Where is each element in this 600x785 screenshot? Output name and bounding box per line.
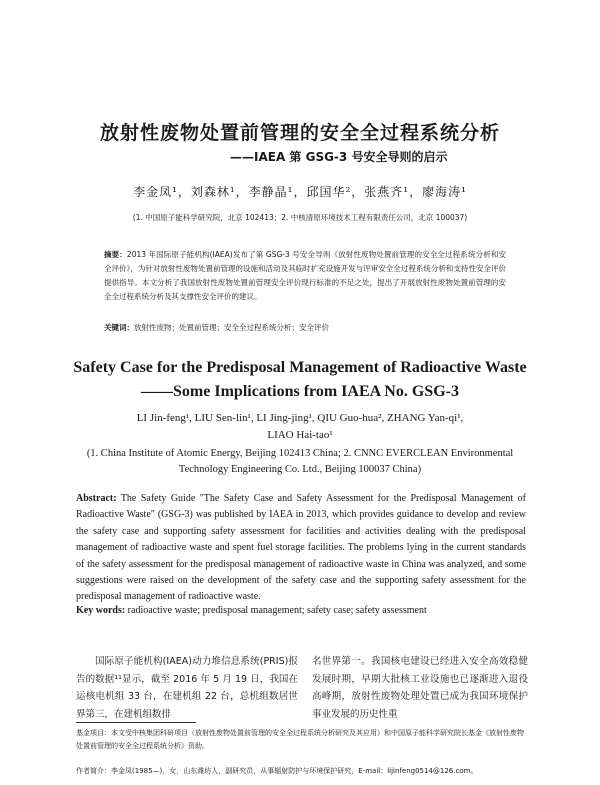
- english-abstract: [76, 491, 526, 606]
- english-affiliation: [0, 446, 600, 478]
- english-abstract-text: The Safety Guide "The Safety Case and Safety Assessment for the Predisposal Management of Radioactive Waste" (GSG-3) was published by IAEA in 2013, which provides guidance to develop and review the safety case and supporting safety assessment for facilities and activities dealing with the predisposal management of radioactive waste and spent fuel storage facilities. The problems lying in the current standards of the safety assessment for the predisposal management of radioactive waste in China was analyzed, and some suggestions were raised on the development of the safety case and the supporting safety assessment for the predisposal management of radioactive waste.: [76, 493, 526, 603]
- english-authors-line1: LI Jin-feng¹, LIU Sen-lin¹, LI Jing-jing¹, QIU Guo-hua², ZHANG Yan-qi¹,: [136, 412, 464, 424]
- english-affiliation-line1: (1. China Institute of Atomic Energy, Beijing 102413 China; 2. CNNC EVERCLEAN Environmental: [86, 448, 514, 459]
- english-authors: [0, 410, 600, 444]
- english-keywords: [76, 605, 526, 616]
- chinese-affiliation: (1. 中国原子能科学研究院，北京 102413；2. 中核清原环境技术工程有限责任公司，北京 100037): [132, 213, 468, 222]
- chinese-subtitle: ——IAEA 第 GSG-3 号安全导则的启示: [230, 150, 448, 164]
- chinese-abstract-label: 摘要：: [104, 250, 127, 259]
- english-keywords-label: Key words:: [76, 605, 126, 616]
- english-title: [0, 356, 600, 404]
- english-abstract-label: Abstract:: [76, 493, 117, 504]
- body-left-column: 国际原子能机构(IAEA)动力堆信息系统(PRIS)报告的数据¹¹显示，截至 2016 年 5 月 19 日，我国在运核电机组 33 台，在建机组 22 台，总机组数居世界第三，在建机组数排: [76, 656, 298, 720]
- chinese-keywords-text: 放射性废物；处置前管理；安全全过程系统分析；安全评价: [134, 323, 329, 332]
- english-affiliation-line2: Technology Engineering Co. Ltd., Beijing 100037 China): [178, 464, 422, 475]
- chinese-abstract-text: 2013 年国际原子能机构(IAEA)发布了第 GSG-3 号安全导则《放射性废物处置前管理的安全全过程系统分析和安全评价》，为针对放射性废物处置前管理的设施和活动及其临时扩充设施开发与评审安全全过程系统分析和支持性安全评价提供指导。本文分析了我国放射性废物处置前管理安全评价现行标准的不足之处，提出了开展放射性废物处置前管理的安全全过程系统分析及其支撑性安全评价的建议。: [104, 250, 507, 301]
- chinese-title: 放射性废物处置前管理的安全全过程系统分析: [99, 122, 500, 144]
- english-keywords-text: radioactive waste; predisposal management; safety case; safety assessment: [127, 605, 427, 616]
- chinese-keywords: [104, 322, 506, 333]
- english-title-line2: ——Some Implications from IAEA No. GSG-3: [141, 383, 459, 400]
- footnote-author: 作者简介：李金凤(1985—)，女，山东潍坊人，副研究员，从事辐射防护与环境保护研究，E-mail：lijinfeng0514@126.com。: [76, 767, 478, 775]
- chinese-authors: 李金凤¹，刘森林¹，李静晶¹，邱国华²，张燕齐¹，廖海涛¹: [133, 185, 467, 199]
- english-title-line1: Safety Case for the Predisposal Management of Radioactive Waste: [73, 359, 527, 376]
- chinese-abstract: [104, 248, 506, 304]
- footnote-fund: 基金项目：本文受中核集团科研项目（放射性废物处置前管理的安全全过程系统分析研究及其应用）和中国原子能科学研究院长基金《放射性废物处置前管理的安全全过程系统分析》资助。: [76, 729, 524, 750]
- footnote-divider: [76, 722, 196, 723]
- english-authors-line2: LIAO Hai-tao¹: [267, 429, 333, 441]
- body-right-column: 名世界第一。我国核电建设已经进入安全高效稳健发展时期，早期大批核工业设施也已逐渐进入退役高峰期，放射性废物处理处置已成为我国环境保护事业发展的历史性重: [312, 656, 528, 720]
- chinese-keywords-label: 关键词：: [104, 323, 134, 332]
